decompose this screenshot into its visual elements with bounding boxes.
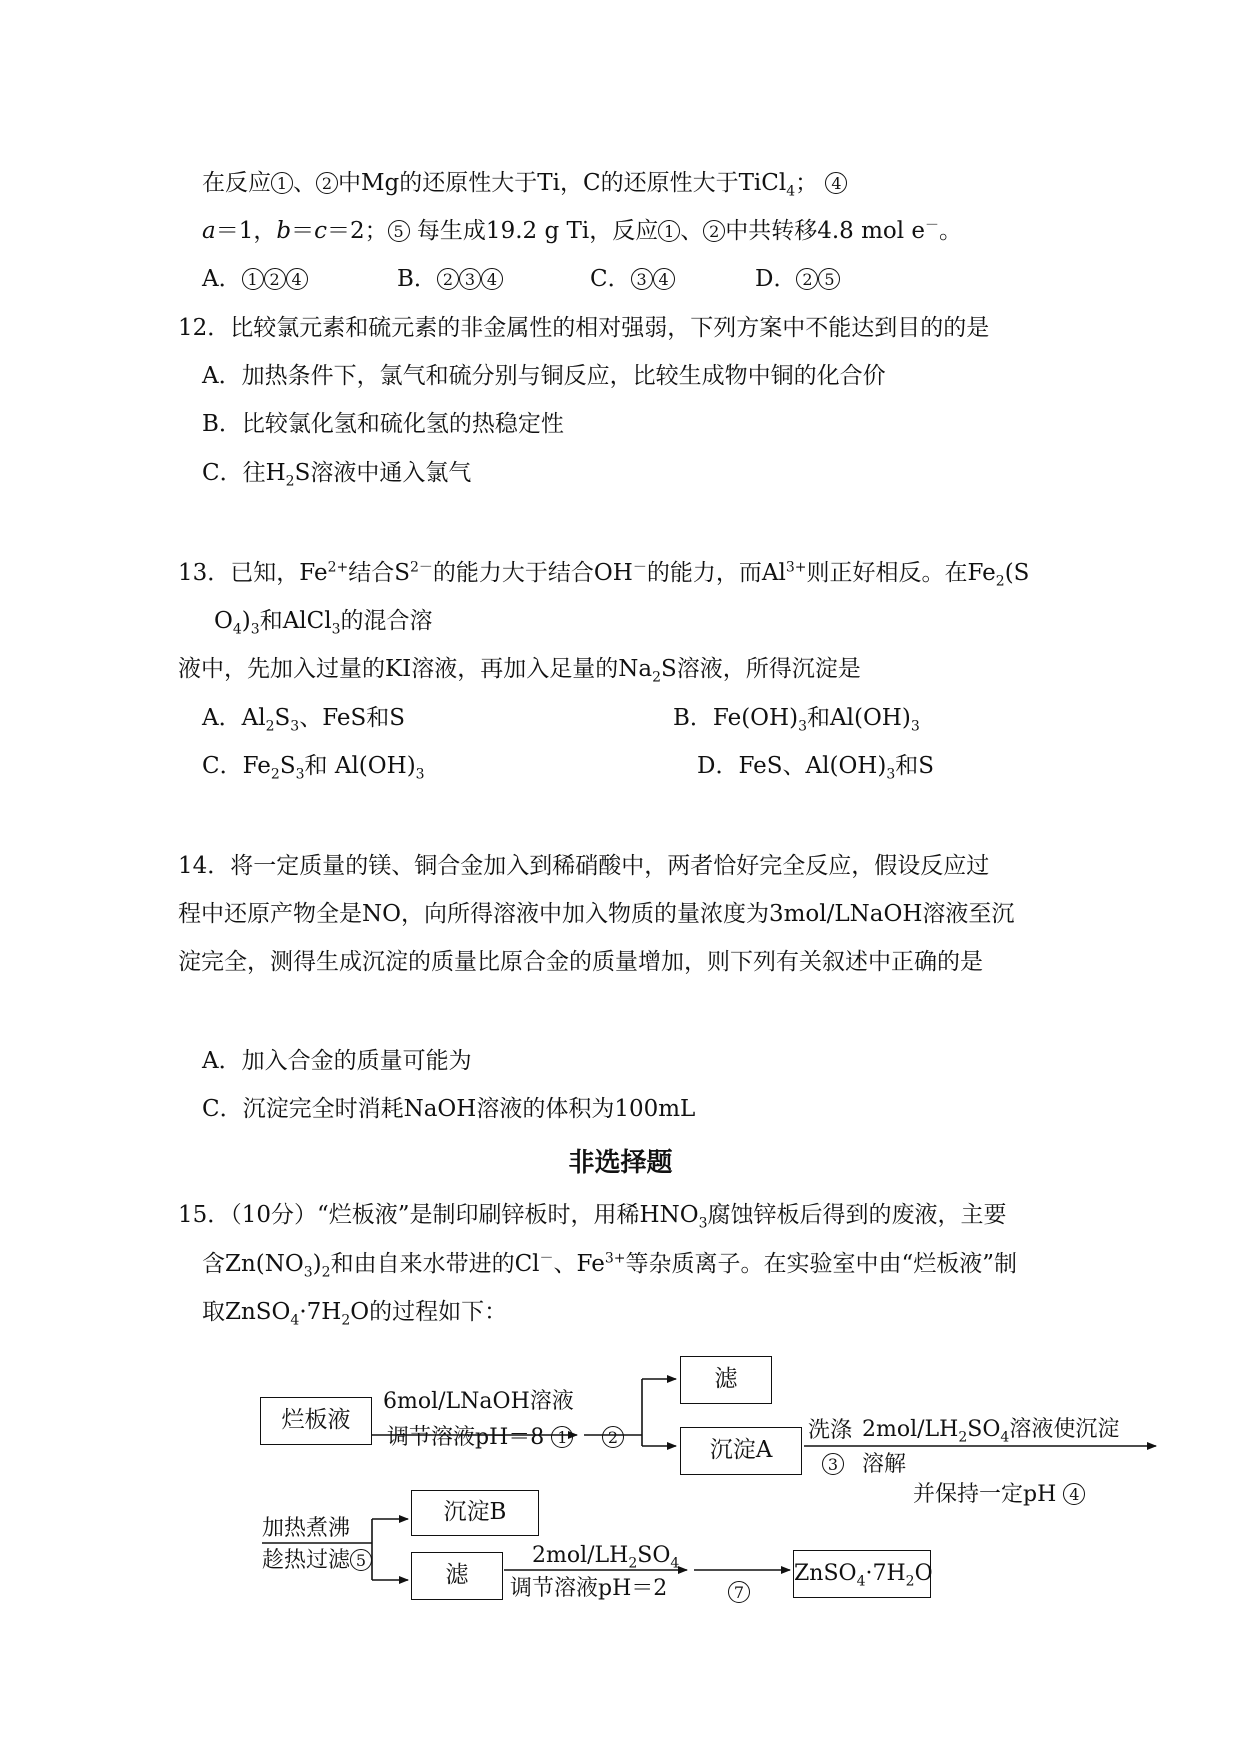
label-ph8: 调节溶液pH＝8 1 xyxy=(387,1425,573,1451)
box-precipitate-b: 沉淀B xyxy=(411,1490,539,1536)
q11-option-c: C． 3 4 xyxy=(590,264,675,294)
q12-option-b: B．比较氯化氢和硫化氢的热稳定性 xyxy=(202,411,564,437)
q13-stem-line-2: $O_4)_3$和AlCl$_3$的混合溶 xyxy=(214,608,433,638)
q13-option-b: B．$Fe(OH)_3$和$Al(OH)_3$ xyxy=(673,705,920,735)
circled-number: 5 xyxy=(350,1549,372,1571)
label-naoh: 6mol/LNaOH溶液 xyxy=(383,1389,574,1414)
q14-stem-line-1: 14．将一定质量的镁、铜合金加入到稀硝酸中，两者恰好完全反应，假设反应过 xyxy=(178,853,990,879)
q14-option-c: C．沉淀完全时消耗NaOH溶液的体积为100mL xyxy=(202,1096,696,1122)
q12-option-a: A．加热条件下，氯气和硫分别与铜反应，比较生成物中铜的化合价 xyxy=(202,363,886,389)
q14-stem-line-3: 淀完全，测得生成沉淀的质量比原合金的质量增加，则下列有关叙述中正确的是 xyxy=(178,949,983,975)
label-keep-ph: 并保持一定pH 4 xyxy=(913,1482,1085,1508)
q13-stem-line-3: 液中，先加入过量的KI溶液，再加入足量的$Na_2S$溶液，所得沉淀是 xyxy=(178,656,861,686)
label-dissolve: 溶解 xyxy=(862,1452,907,1477)
label-h2so4-dissolve: $2mol/LH_2SO_4$溶液使沉淀 xyxy=(862,1417,1120,1446)
label-h2so4-2: $2mol/LH_2SO_4$ xyxy=(532,1543,680,1572)
label-step-2 xyxy=(602,1425,624,1451)
q15-stem-line-2: 含$Zn(NO_3)_2$和由自来水带进的Cl－、$Fe^{3+}$等杂质离子。在实验室中由“烂板液”制 xyxy=(202,1250,1018,1281)
circled-number: 4 xyxy=(1063,1483,1085,1505)
q11-option-d: D． 2 5 xyxy=(755,264,840,294)
label-step-7 xyxy=(728,1580,750,1606)
circled-number: 2 xyxy=(602,1426,624,1448)
q11-option-b: B． 2 3 4 xyxy=(397,264,503,294)
q13-stem-line-1: 13．已知，$Fe^{2+}$结合$S^{2-}$的能力大于结合OH－的能力，而$Al^{3+}$则正好相反。在$Fe_2(S$ xyxy=(178,559,1030,590)
circled-number: 2 xyxy=(316,172,338,194)
box-product: $ZnSO_4\cdot 7H_2O$ xyxy=(793,1550,931,1598)
q11-line-1: 在反应 1 、 2 中Mg的还原性大于Ti，C的还原性大于TiCl$_4$； 4 xyxy=(202,168,847,198)
circled-number: 4 xyxy=(825,172,847,194)
box-precipitate-a: 沉淀A xyxy=(680,1427,802,1475)
q14-option-a: A．加入合金的质量可能为 xyxy=(202,1048,472,1074)
box-lanbanye: 烂板液 xyxy=(260,1397,372,1445)
box-filtrate-top: 滤 xyxy=(680,1356,772,1404)
circled-number: 2 xyxy=(703,220,725,242)
q14-stem-line-2: 程中还原产物全是NO，向所得溶液中加入物质的量浓度为3mol/LNaOH溶液至沉 xyxy=(178,901,1015,927)
q11-line-2: a＝1，b＝c＝2； 5 每生成19.2 g Ti，反应 1 、 2 中共转移4.8 mol e－。 xyxy=(202,217,963,244)
q13-option-c: C．$Fe_2S_3$和 $Al(OH)_3$ xyxy=(202,753,425,783)
q15-stem-line-3: 取$ZnSO_4\cdot 7H_2O$的过程如下： xyxy=(202,1299,508,1329)
label-wash: 洗涤 xyxy=(808,1418,853,1443)
label-step-3 xyxy=(822,1452,844,1478)
section-title: 非选择题 xyxy=(568,1148,673,1178)
circled-number: 1 xyxy=(551,1426,573,1448)
box-filtrate-bottom: 滤 xyxy=(411,1552,503,1600)
q12-stem: 12．比较氯元素和硫元素的非金属性的相对强弱，下列方案中不能达到目的的是 xyxy=(178,315,990,341)
label-heat-boil: 加热煮沸 xyxy=(262,1516,351,1541)
q13-option-d: D．FeS、$Al(OH)_3$和S xyxy=(697,753,935,783)
circled-number: 5 xyxy=(388,220,410,242)
q15-stem-line-1: 15．（10分）“烂板液”是制印刷锌板时，用稀$HNO_3$腐蚀锌板后得到的废液，主要 xyxy=(178,1202,1007,1232)
q12-option-c: C．往$H_2S$溶液中通入氯气 xyxy=(202,460,472,490)
circled-number: 1 xyxy=(271,172,293,194)
circled-number: 7 xyxy=(728,1581,750,1603)
q11-option-a: A． 1 2 4 xyxy=(202,264,308,294)
label-hot-filter: 趁热过滤 5 xyxy=(262,1548,372,1574)
circled-number: 1 xyxy=(658,220,680,242)
circled-number: 3 xyxy=(822,1453,844,1475)
q13-option-a: A．$Al_2S_3$、FeS和S xyxy=(202,705,406,735)
label-ph2: 调节溶液pH＝2 xyxy=(510,1576,668,1601)
